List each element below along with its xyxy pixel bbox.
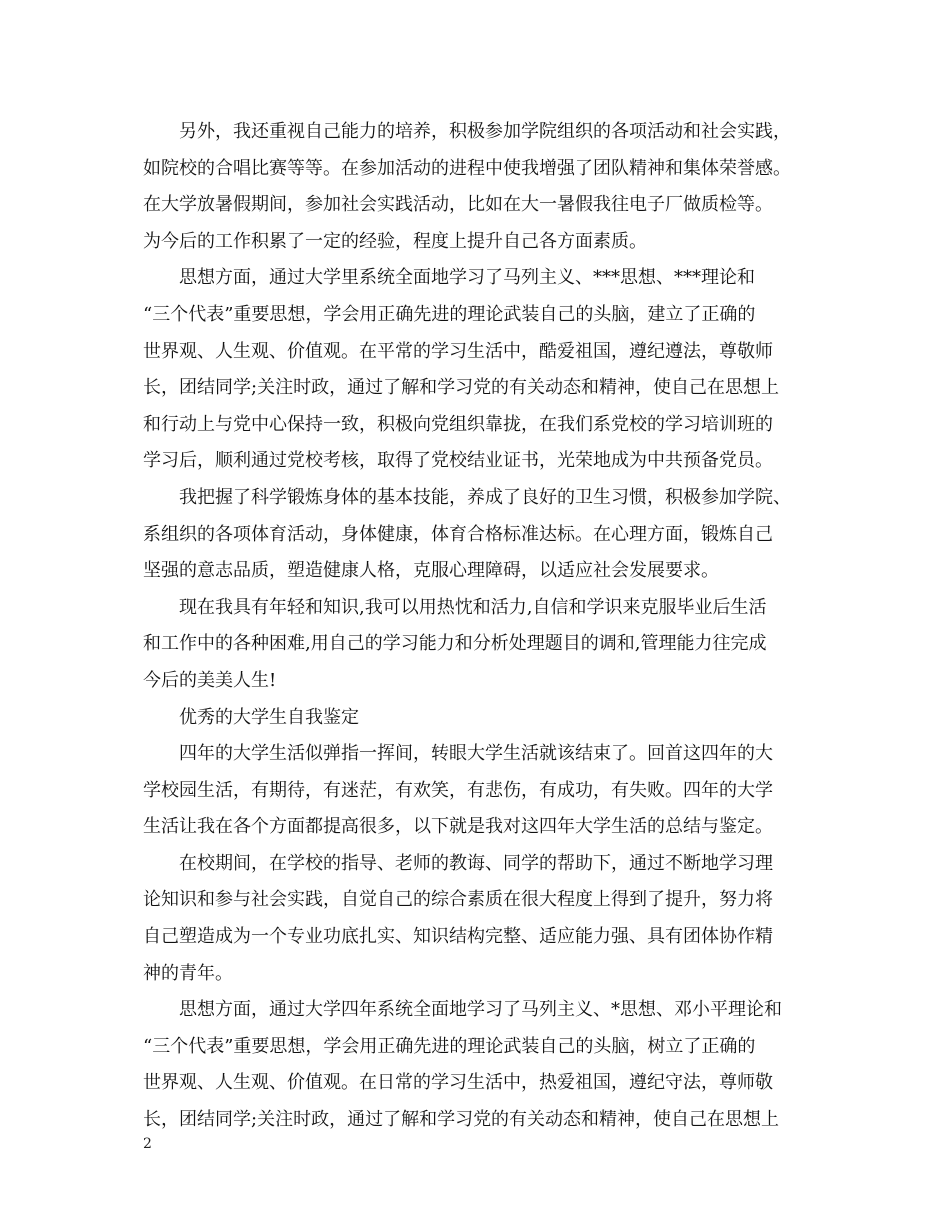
text-line: 长，团结同学;关注时政，通过了解和学习党的有关动态和精神，使自己在思想上 (143, 1109, 780, 1131)
text-line: 在校期间，在学校的指导、老师的教诲、同学的帮助下，通过不断地学习理 (143, 852, 773, 874)
text-line: 四年的大学生活似弹指一挥间，转眼大学生活就该结束了。回首这四年的大 (143, 743, 773, 765)
body-text (143, 114, 823, 1139)
text-line: 和行动上与党中心保持一致，积极向党组织靠拢，在我们系党校的学习培训班的 (143, 413, 773, 435)
text-line: 论知识和参与社会实践，自觉自己的综合素质在很大程度上得到了提升，努力将 (143, 889, 773, 911)
text-line: 世界观、人生观、价值观。在平常的学习生活中，酷爱祖国，遵纪遵法，尊敬师 (143, 340, 773, 362)
text-line: 在大学放暑假期间，参加社会实践活动，比如在大一暑假我往电子厂做质检等。 (143, 194, 773, 216)
text-line: “三个代表”重要思想，学会用正确先进的理论武装自己的头脑，建立了正确的 (143, 303, 756, 325)
text-line: 长，团结同学;关注时政，通过了解和学习党的有关动态和精神，使自己在思想上 (143, 377, 780, 399)
text-line: 思想方面，通过大学四年系统全面地学习了马列主义、*思想、邓小平理论和 (143, 999, 782, 1021)
text-line: 系组织的各项体育活动，身体健康，体育合格标准达标。在心理方面，锻炼自己 (143, 523, 773, 545)
text-line: 自己塑造成为一个专业功底扎实、知识结构完整、适应能力强、具有团体协作精 (143, 926, 773, 948)
text-line: 坚强的意志品质，塑造健康人格，克服心理障碍，以适应社会发展要求。 (143, 560, 719, 582)
text-line: 世界观、人生观、价值观。在日常的学习生活中，热爱祖国，遵纪守法，尊师敬 (143, 1072, 773, 1094)
text-line: 另外，我还重视自己能力的培养，积极参加学院组织的各项活动和社会实践， (143, 121, 791, 142)
text-line: 思想方面，通过大学里系统全面地学习了马列主义、***思想、***理论和 (143, 267, 755, 289)
text-line: 我把握了科学锻炼身体的基本技能，养成了良好的卫生习惯，积极参加学院、 (143, 486, 791, 508)
text-line: 和工作中的各种困难,用自己的学习能力和分析处理题目的调和,管理能力往完成 (143, 633, 767, 655)
page-number: 2 (143, 1136, 152, 1152)
text-line: 如院校的合唱比赛等等。在参加活动的进程中使我增强了团队精神和集体荣誉感。 (143, 157, 791, 179)
section-heading: 优秀的大学生自我鉴定 (143, 706, 359, 728)
text-line: 今后的美美人生! (143, 669, 277, 691)
text-line: 学习后，顺利通过党校考核，取得了党校结业证书，光荣地成为中共预备党员。 (143, 450, 773, 472)
text-line: 学校园生活，有期待，有迷茫，有欢笑，有悲伤，有成功，有失败。四年的大学 (143, 779, 773, 801)
text-line: 生活让我在各个方面都提高很多，以下就是我对这四年大学生活的总结与鉴定。 (143, 816, 773, 838)
text-line: 神的青年。 (143, 962, 233, 984)
text-line: 为今后的工作积累了一定的经验，程度上提升自己各方面素质。 (143, 230, 647, 252)
text-line: “三个代表”重要思想，学会用正确先进的理论武装自己的头脑，树立了正确的 (143, 1035, 756, 1057)
text-line: 现在我具有年轻和知识,我可以用热忱和活力,自信和学识来克服毕业后生活 (143, 596, 767, 618)
